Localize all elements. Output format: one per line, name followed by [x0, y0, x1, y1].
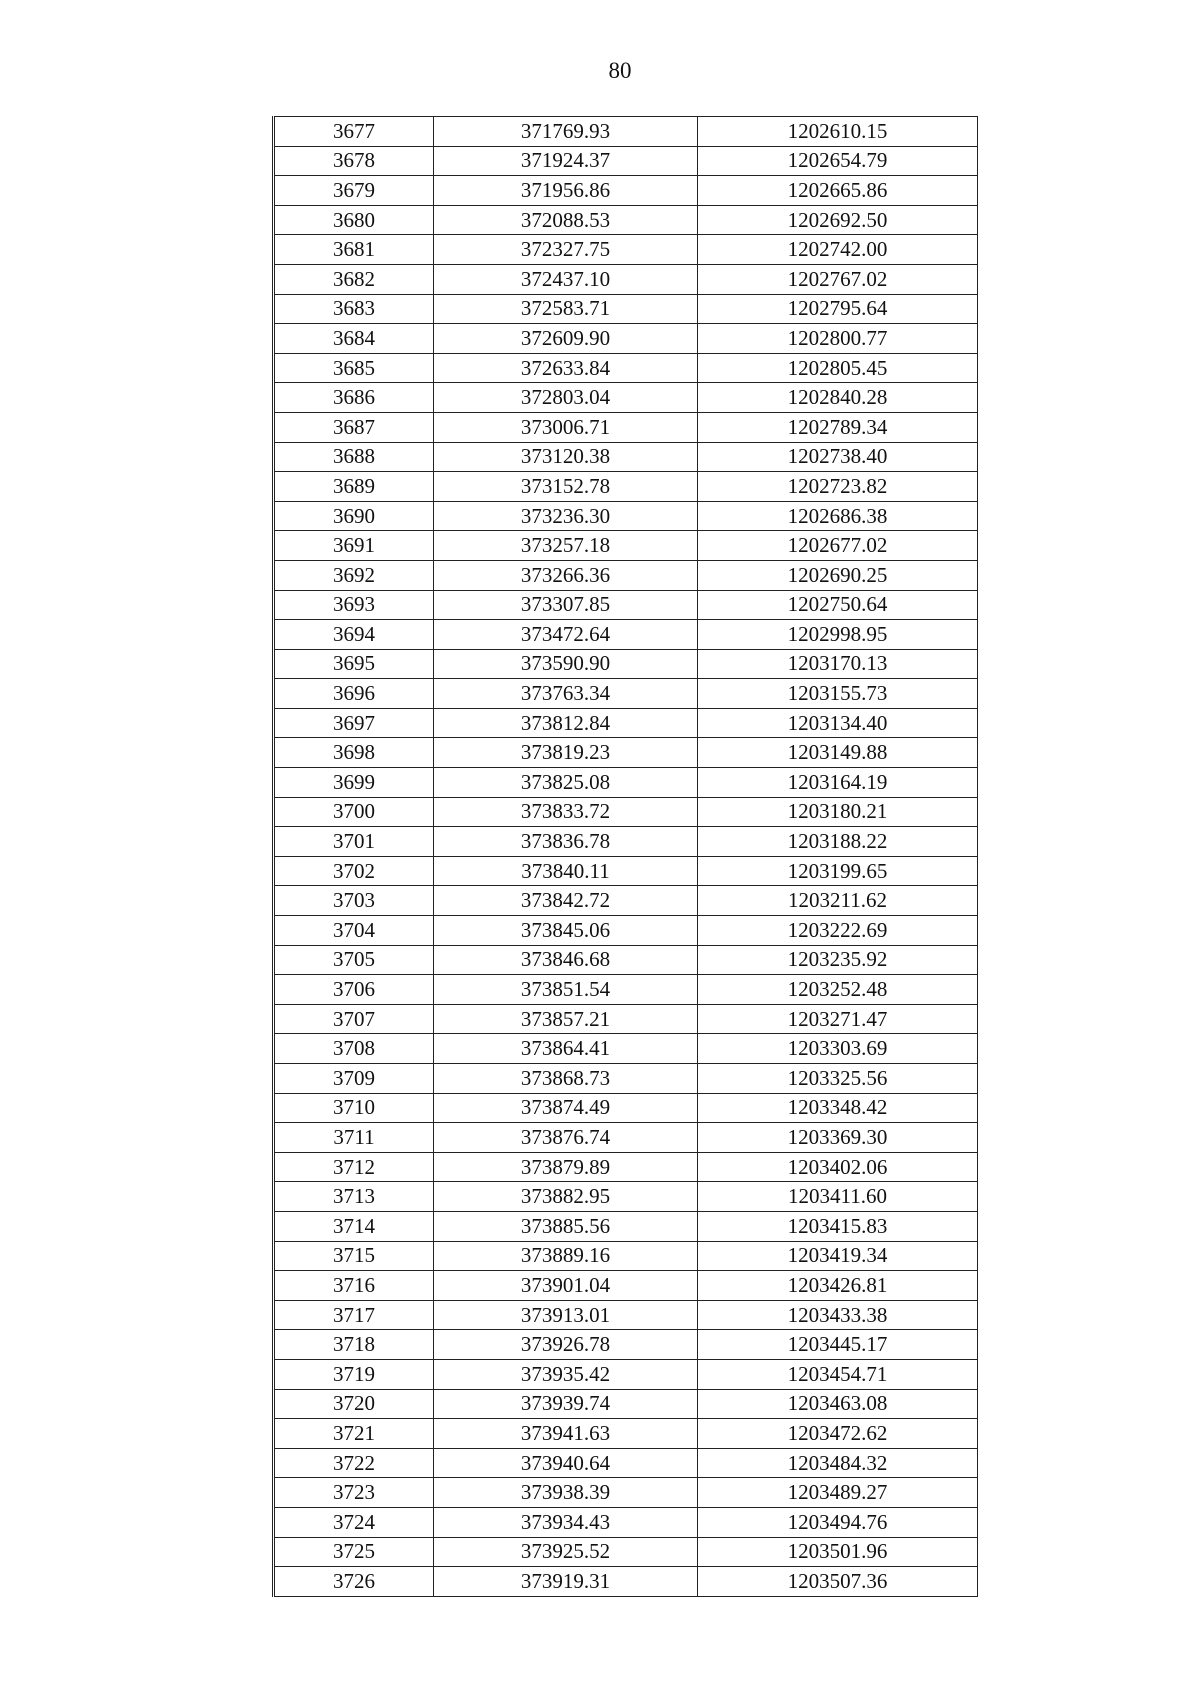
x-coordinate-cell: 373763.34	[434, 679, 698, 709]
point-number-cell: 3686	[274, 383, 434, 413]
x-coordinate-cell: 373819.23	[434, 738, 698, 768]
point-number-cell: 3681	[274, 235, 434, 265]
table-row	[274, 738, 978, 768]
table-row	[274, 1182, 978, 1212]
table-row	[274, 442, 978, 472]
point-number-cell: 3706	[274, 975, 434, 1005]
point-number-cell: 3690	[274, 501, 434, 531]
point-number-cell: 3718	[274, 1330, 434, 1360]
table-row	[274, 383, 978, 413]
x-coordinate-cell: 373006.71	[434, 412, 698, 442]
x-coordinate-cell: 371956.86	[434, 176, 698, 206]
table-row	[274, 1241, 978, 1271]
y-coordinate-cell: 1203164.19	[698, 768, 978, 798]
table-row	[274, 945, 978, 975]
table-row	[274, 472, 978, 502]
x-coordinate-cell: 373913.01	[434, 1300, 698, 1330]
y-coordinate-cell: 1203180.21	[698, 797, 978, 827]
point-number-cell: 3704	[274, 916, 434, 946]
y-coordinate-cell: 1202665.86	[698, 176, 978, 206]
table-row	[274, 235, 978, 265]
x-coordinate-cell: 373120.38	[434, 442, 698, 472]
coordinates-table-body	[274, 117, 978, 1597]
x-coordinate-cell: 371769.93	[434, 117, 698, 147]
point-number-cell: 3678	[274, 146, 434, 176]
table-row	[274, 205, 978, 235]
point-number-cell: 3716	[274, 1271, 434, 1301]
point-number-cell: 3720	[274, 1389, 434, 1419]
x-coordinate-cell: 373926.78	[434, 1330, 698, 1360]
x-coordinate-cell: 373307.85	[434, 590, 698, 620]
y-coordinate-cell: 1202795.64	[698, 294, 978, 324]
x-coordinate-cell: 373874.49	[434, 1093, 698, 1123]
y-coordinate-cell: 1202750.64	[698, 590, 978, 620]
y-coordinate-cell: 1203463.08	[698, 1389, 978, 1419]
y-coordinate-cell: 1202742.00	[698, 235, 978, 265]
x-coordinate-cell: 373919.31	[434, 1567, 698, 1597]
point-number-cell: 3707	[274, 1004, 434, 1034]
y-coordinate-cell: 1202692.50	[698, 205, 978, 235]
point-number-cell: 3714	[274, 1211, 434, 1241]
point-number-cell: 3695	[274, 649, 434, 679]
point-number-cell: 3725	[274, 1537, 434, 1567]
y-coordinate-cell: 1203303.69	[698, 1034, 978, 1064]
y-coordinate-cell: 1203472.62	[698, 1419, 978, 1449]
y-coordinate-cell: 1203235.92	[698, 945, 978, 975]
table-row	[274, 353, 978, 383]
table-row	[274, 1093, 978, 1123]
table-row	[274, 501, 978, 531]
y-coordinate-cell: 1202723.82	[698, 472, 978, 502]
coordinates-table	[272, 116, 978, 1597]
y-coordinate-cell: 1203454.71	[698, 1359, 978, 1389]
x-coordinate-cell: 372609.90	[434, 324, 698, 354]
table-row	[274, 1507, 978, 1537]
table-row	[274, 1359, 978, 1389]
point-number-cell: 3693	[274, 590, 434, 620]
point-number-cell: 3699	[274, 768, 434, 798]
x-coordinate-cell: 373940.64	[434, 1448, 698, 1478]
point-number-cell: 3703	[274, 886, 434, 916]
x-coordinate-cell: 373833.72	[434, 797, 698, 827]
point-number-cell: 3694	[274, 620, 434, 650]
table-row	[274, 412, 978, 442]
y-coordinate-cell: 1203411.60	[698, 1182, 978, 1212]
point-number-cell: 3677	[274, 117, 434, 147]
point-number-cell: 3697	[274, 708, 434, 738]
point-number-cell: 3722	[274, 1448, 434, 1478]
table-row	[274, 1034, 978, 1064]
table-row	[274, 886, 978, 916]
table-row	[274, 176, 978, 206]
table-row	[274, 1330, 978, 1360]
x-coordinate-cell: 372583.71	[434, 294, 698, 324]
y-coordinate-cell: 1203149.88	[698, 738, 978, 768]
point-number-cell: 3685	[274, 353, 434, 383]
x-coordinate-cell: 373882.95	[434, 1182, 698, 1212]
x-coordinate-cell: 373836.78	[434, 827, 698, 857]
point-number-cell: 3715	[274, 1241, 434, 1271]
x-coordinate-cell: 373266.36	[434, 560, 698, 590]
table-row	[274, 768, 978, 798]
x-coordinate-cell: 372633.84	[434, 353, 698, 383]
point-number-cell: 3687	[274, 412, 434, 442]
x-coordinate-cell: 373840.11	[434, 856, 698, 886]
point-number-cell: 3721	[274, 1419, 434, 1449]
y-coordinate-cell: 1203369.30	[698, 1123, 978, 1153]
x-coordinate-cell: 373857.21	[434, 1004, 698, 1034]
y-coordinate-cell: 1203507.36	[698, 1567, 978, 1597]
point-number-cell: 3719	[274, 1359, 434, 1389]
y-coordinate-cell: 1202840.28	[698, 383, 978, 413]
y-coordinate-cell: 1203222.69	[698, 916, 978, 946]
point-number-cell: 3680	[274, 205, 434, 235]
point-number-cell: 3679	[274, 176, 434, 206]
x-coordinate-cell: 373889.16	[434, 1241, 698, 1271]
point-number-cell: 3692	[274, 560, 434, 590]
table-row	[274, 827, 978, 857]
y-coordinate-cell: 1202998.95	[698, 620, 978, 650]
y-coordinate-cell: 1203134.40	[698, 708, 978, 738]
x-coordinate-cell: 372327.75	[434, 235, 698, 265]
y-coordinate-cell: 1202767.02	[698, 264, 978, 294]
table-row	[274, 708, 978, 738]
table-row	[274, 531, 978, 561]
point-number-cell: 3711	[274, 1123, 434, 1153]
y-coordinate-cell: 1203252.48	[698, 975, 978, 1005]
table-row	[274, 916, 978, 946]
x-coordinate-cell: 371924.37	[434, 146, 698, 176]
x-coordinate-cell: 373846.68	[434, 945, 698, 975]
point-number-cell: 3696	[274, 679, 434, 709]
y-coordinate-cell: 1203433.38	[698, 1300, 978, 1330]
y-coordinate-cell: 1203445.17	[698, 1330, 978, 1360]
y-coordinate-cell: 1203419.34	[698, 1241, 978, 1271]
point-number-cell: 3709	[274, 1064, 434, 1094]
x-coordinate-cell: 373257.18	[434, 531, 698, 561]
y-coordinate-cell: 1202686.38	[698, 501, 978, 531]
table-row	[274, 1448, 978, 1478]
y-coordinate-cell: 1203489.27	[698, 1478, 978, 1508]
table-row	[274, 1567, 978, 1597]
x-coordinate-cell: 373868.73	[434, 1064, 698, 1094]
y-coordinate-cell: 1203271.47	[698, 1004, 978, 1034]
x-coordinate-cell: 373935.42	[434, 1359, 698, 1389]
table-row	[274, 1300, 978, 1330]
point-number-cell: 3683	[274, 294, 434, 324]
x-coordinate-cell: 373590.90	[434, 649, 698, 679]
y-coordinate-cell: 1203484.32	[698, 1448, 978, 1478]
y-coordinate-cell: 1203199.65	[698, 856, 978, 886]
point-number-cell: 3705	[274, 945, 434, 975]
point-number-cell: 3702	[274, 856, 434, 886]
table-row	[274, 797, 978, 827]
point-number-cell: 3708	[274, 1034, 434, 1064]
x-coordinate-cell: 373879.89	[434, 1152, 698, 1182]
y-coordinate-cell: 1203494.76	[698, 1507, 978, 1537]
table-row	[274, 856, 978, 886]
point-number-cell: 3688	[274, 442, 434, 472]
y-coordinate-cell: 1202654.79	[698, 146, 978, 176]
y-coordinate-cell: 1203348.42	[698, 1093, 978, 1123]
x-coordinate-cell: 373812.84	[434, 708, 698, 738]
y-coordinate-cell: 1203426.81	[698, 1271, 978, 1301]
table-row	[274, 1419, 978, 1449]
table-row	[274, 679, 978, 709]
table-row	[274, 1271, 978, 1301]
x-coordinate-cell: 373934.43	[434, 1507, 698, 1537]
point-number-cell: 3710	[274, 1093, 434, 1123]
x-coordinate-cell: 373925.52	[434, 1537, 698, 1567]
point-number-cell: 3712	[274, 1152, 434, 1182]
table-row	[274, 294, 978, 324]
x-coordinate-cell: 373842.72	[434, 886, 698, 916]
y-coordinate-cell: 1203325.56	[698, 1064, 978, 1094]
x-coordinate-cell: 373864.41	[434, 1034, 698, 1064]
x-coordinate-cell: 373939.74	[434, 1389, 698, 1419]
y-coordinate-cell: 1203170.13	[698, 649, 978, 679]
y-coordinate-cell: 1202805.45	[698, 353, 978, 383]
y-coordinate-cell: 1203188.22	[698, 827, 978, 857]
table-row	[274, 1478, 978, 1508]
table-row	[274, 1211, 978, 1241]
x-coordinate-cell: 373152.78	[434, 472, 698, 502]
y-coordinate-cell: 1202690.25	[698, 560, 978, 590]
point-number-cell: 3698	[274, 738, 434, 768]
table-row	[274, 146, 978, 176]
x-coordinate-cell: 373236.30	[434, 501, 698, 531]
point-number-cell: 3684	[274, 324, 434, 354]
table-row	[274, 117, 978, 147]
y-coordinate-cell: 1202800.77	[698, 324, 978, 354]
point-number-cell: 3689	[274, 472, 434, 502]
y-coordinate-cell: 1203155.73	[698, 679, 978, 709]
page-number: 80	[608, 58, 632, 83]
table-row	[274, 1064, 978, 1094]
y-coordinate-cell: 1203402.06	[698, 1152, 978, 1182]
point-number-cell: 3682	[274, 264, 434, 294]
point-number-cell: 3724	[274, 1507, 434, 1537]
table-row	[274, 1389, 978, 1419]
point-number-cell: 3713	[274, 1182, 434, 1212]
x-coordinate-cell: 373938.39	[434, 1478, 698, 1508]
y-coordinate-cell: 1202789.34	[698, 412, 978, 442]
table-row	[274, 324, 978, 354]
table-row	[274, 264, 978, 294]
table-row	[274, 590, 978, 620]
x-coordinate-cell: 373825.08	[434, 768, 698, 798]
x-coordinate-cell: 372803.04	[434, 383, 698, 413]
point-number-cell: 3726	[274, 1567, 434, 1597]
table-row	[274, 1004, 978, 1034]
point-number-cell: 3701	[274, 827, 434, 857]
table-row	[274, 560, 978, 590]
x-coordinate-cell: 372088.53	[434, 205, 698, 235]
y-coordinate-cell: 1202738.40	[698, 442, 978, 472]
x-coordinate-cell: 373876.74	[434, 1123, 698, 1153]
y-coordinate-cell: 1202610.15	[698, 117, 978, 147]
table-row	[274, 975, 978, 1005]
y-coordinate-cell: 1202677.02	[698, 531, 978, 561]
point-number-cell: 3691	[274, 531, 434, 561]
x-coordinate-cell: 373845.06	[434, 916, 698, 946]
x-coordinate-cell: 373472.64	[434, 620, 698, 650]
x-coordinate-cell: 372437.10	[434, 264, 698, 294]
table-row	[274, 1152, 978, 1182]
table-row	[274, 649, 978, 679]
y-coordinate-cell: 1203501.96	[698, 1537, 978, 1567]
y-coordinate-cell: 1203211.62	[698, 886, 978, 916]
x-coordinate-cell: 373901.04	[434, 1271, 698, 1301]
x-coordinate-cell: 373885.56	[434, 1211, 698, 1241]
table-row	[274, 1537, 978, 1567]
point-number-cell: 3700	[274, 797, 434, 827]
x-coordinate-cell: 373941.63	[434, 1419, 698, 1449]
table-row	[274, 620, 978, 650]
y-coordinate-cell: 1203415.83	[698, 1211, 978, 1241]
x-coordinate-cell: 373851.54	[434, 975, 698, 1005]
point-number-cell: 3723	[274, 1478, 434, 1508]
table-row	[274, 1123, 978, 1153]
point-number-cell: 3717	[274, 1300, 434, 1330]
